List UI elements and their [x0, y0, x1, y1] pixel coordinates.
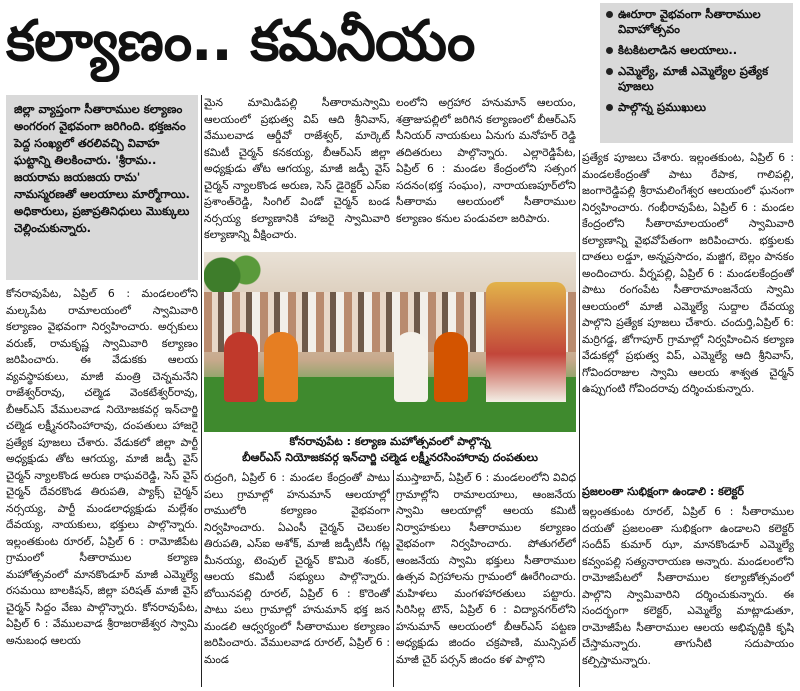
caption-location: కోనరావుపేట : — [289, 435, 351, 448]
article-column-2-bottom: రుద్రంగి, ఏప్రిల్ 6 : మండల కేంద్రంతో పాటు పలు గ్రామాల్లో హనుమాన్ ఆలయాల్లో రాములోరి కల్యాణం వైభవంగా నిర్వహించారు. ఏఎంసీ చైర్మన్ చెలుకల తిరుపతి, ఎస్‌ఐ అశోక్, మాజీ జడ్పీటీసీ గట్ల మీనయ్య, టెంపుల్ చైర్మన్ కొమిరె శంకర్, ఆలయ కమిటీ సభ్యులు పాల్గొన్నారు. బోయినపల్లి రూరల్, ఏప్రిల్ 6 : కొరెంతో పాటు పలు గ్రామాల్లో హనుమాన్ భక్త జన మండలి ఆధ్వర్యంలో సీతారాముల కల్యాణం జరిపించారు. వేములవాడ రూరల్, ఏప్రిల్ 6 : మండ — [204, 471, 390, 666]
highlight-item: పాల్గొన్న ప్రముఖులు — [606, 100, 787, 115]
article-column-3-top: లంలోని అగ్రహార హనుమాన్ ఆలయం, శత్రాజుపల్లిలో జరిగిన కల్యాణంలో బీఆర్‌ఎస్ సీనియర్ నాయకులు ఏనుగు మనోహర్ రెడ్డి తదితరులు పాల్గొన్నారు. ఎల్లారెడ్డిపేట, ఏప్రిల్ 6 : మండల కేంద్రంలోని సత్సంగ సదనం(భక్త సంఘం), నారాయణపూర్‌లోని సీతారామ ఆలయంలో సీతారాముల కల్యాణం కనుల పండువలా జరిపారు. — [396, 96, 576, 225]
column-divider — [393, 470, 394, 687]
article-column-3-bottom: ముస్తాబాద్, ఏప్రిల్ 6 : మండలంలోని వివిధ గ్రామాల్లోని రామాలయాలు, ఆంజనేయ స్వామి ఆలయాల్లో ఆలయ కమిటీ నిర్వాహకులు సీతారాముల కల్యాణం వైభవంగా నిర్వహించారు. పోతుగల్‌లో ఆంజనేయ స్వామి భక్తులు సీతారాముల ఉత్సవ విగ్రహాలను గ్రామంలో ఊరేగించారు. మహిళలు మంగళహారతులు పట్టారు. సిరిసిల్ల టౌన్, ఏప్రిల్ 6 : విద్యానగర్‌లోని హనుమాన్ ఆలయంలో బీఆర్‌ఎస్ పట్టణ అధ్యక్షుడు జిందం చక్రపాణి, మున్సిపల్ మాజీ చైర్ పర్సన్ జిందం కళ పాల్గొని — [396, 471, 576, 666]
photo-caption — [204, 434, 576, 468]
caption-line-2: బీఆర్‌ఎస్ నియోజకవర్గ ఇన్‌చార్జి చల్మెడ లక్ష్మీనరసింహారావు దంపతులు — [242, 451, 538, 464]
collector-subheading: ప్రజలంతా సుభిక్షంగా ఉండాలి : కలెక్టర్ — [582, 485, 744, 498]
article-column-2-top: మైన మామిడిపల్లి సీతారామస్వామి ఆలయంలో ప్రభుత్వ విప్ ఆది శ్రీనివాస్, వేములవాడ ఆర్డీవో రాజేశ్వర్, మార్కెట్ కమిటీ చైర్మన్ కనకయ్య, బీఆర్‌ఎస్ జిల్లా అధ్యక్షుడు తోట ఆగయ్య, మాజీ జడ్పీ వైస్ చైర్మన్ న్యాలకొండ అరుణ, సెస్ డైరెక్టర్ ఎస్‌ఐ ప్రశాంత్‌రెడ్డి, సింగిల్ విండో చైర్మన్ బండ నర్సయ్య కల్యాణానికి హాజరై స్వామివారి కల్యాణాన్ని వీక్షించారు. — [204, 96, 390, 241]
highlight-item: ఊరూరా వైభవంగా సీతారాముల వివాహోత్సవం — [606, 7, 787, 37]
highlights-box — [600, 3, 793, 143]
highlight-item: ఎమ్మెల్యే, మాజీ ఎమ్మెల్యేల ప్రత్యేక పూజలు — [606, 64, 787, 94]
headline: కల్యాణం.. కమనీయం — [6, 9, 475, 74]
article-column-1: కోనరావుపేట, ఏప్రిల్ 6 : మండలంలోని మల్కపేట రామాలయంలో స్వామివారి కల్యాణం వైభవంగా నిర్వహించారు. అర్చకులు వరుణ్, రామకృష్ణ స్వామివారి కల్యాణం జరిపించారు. ఈ వేడుకకు ఆలయ వ్యవస్థాపకులు, మాజీ మంత్రి చెన్నమనేని రాజేశ్వర్‌రావు, చల్మెడ వెంకటేశ్వర్‌రావు, బీఆర్‌ఎస్ వేములవాడ నియోజకవర్గ ఇన్‌చార్జి చల్మెడ లక్ష్మీనరసింహారావు, దంపతులు హాజరై ప్రత్యేక పూజలు చేశారు. వేడుకలో జిల్లా పార్టీ అధ్యక్షుడు తోట ఆగయ్య, మాజీ జడ్పీ వైస్ చైర్మన్ న్యాలకొండ అరుణ రాఘవరెడ్డి, సెస్ వైస్ చైర్మన్ దేవరకొండ తిరుపతి, ప్యాక్స్ చైర్మన్ నర్సయ్య, పార్టీ మండలాధ్యక్షుడు మల్లేశం దేవయ్య, నాయకులు, భక్తులు పాల్గొన్నారు. ఇల్లంతకుంట రూరల్, ఏప్రిల్ 6 : రామోజీపేట గ్రామంలో సీతారాముల కల్యాణ మహోత్సవంలో మానకొండూర్ మాజీ ఎమ్మెల్యే రసమయి బాలకిషన్, జిల్లా పరిషత్ మాజీ వైస్ చైర్మన్ సిద్దం వేణు పాల్గొన్నారు. కోనరావుపేట, ఏప్రిల్ 6 : వేములవాడ శ్రీరాజరాజేశ్వర స్వామి అనుబంధ ఆలయ — [6, 287, 198, 647]
column-divider — [579, 150, 580, 687]
column-divider — [201, 95, 202, 687]
wedding-ceremony-photo — [204, 252, 576, 432]
article-column-4-end: ఇల్లంతకుంట రూరల్, ఏప్రిల్ 6 : సీతారాముల దయతో ప్రజలంతా సుభిక్షంగా ఉండాలని కలెక్టర్ సందీప్ కుమార్ ఝా, మానకొండూర్ ఎమ్మెల్యే కవ్వంపల్లి సత్యనారాయణ అన్నారు. మండలంలోని రామోజిపేటలో సీతారాముల కల్యాణోత్సవంలో పాల్గొని స్వామివారిని దర్శించుకున్నారు. ఈ సందర్భంగా కలెక్టర్, ఎమ్మెల్యే మాట్లాడుతూ, రామోజీపేట సీతారాముల ఆలయ అభివృద్ధికి కృషి చేస్తామన్నారు. తాగునీటి సదుపాయం కల్పిస్తామన్నారు. — [582, 505, 794, 667]
article-column-4: ప్రత్యేక పూజలు చేశారు. ఇల్లంతకుంట, ఏప్రిల్ 6 : మండలకేంద్రంతో పాటు రేపాక, గాలిపల్లి, జంగారెడ్డిపల్లి శ్రీరామలింగేశ్వర ఆలయంలో ఘనంగా నిర్వహించారు. గంభీరావుపేట, ఏప్రిల్ 6 : మండల కేంద్రంలోని సీతారామాలయంలో స్వామివారి కల్యాణాన్ని వైభవోపేతంగా జరిపించారు. భక్తులకు దాతలు లడ్డూ, అన్నప్రసాదం, మజ్జిగ, బెల్లం పానకం అందించారు. వీర్నపల్లి, ఏప్రిల్ 6 : మండలకేంద్రంతో పాటు రంగంపేట సీతారామాంజనేయ స్వామి ఆలయంలో మాజీ ఎమ్మెల్యే సుద్దాల దేవయ్య పాల్గొని ప్రత్యేక పూజలు చేశారు. చందుర్తి,ఏప్రిల్ 6: మర్రిగడ్డ, జోగాపూర్ గ్రామాల్లో నిర్వహించిన కల్యాణ వేడుకల్లో ప్రభుత్వ విప్, ఎమ్మెల్యే ఆది శ్రీనివాస్, గోవిందరాజుల స్వామి ఆలయ శాశ్వత చైర్మన్ ఉప్పుగంటి గోవిందరావు దర్శించుకున్నారు. — [582, 151, 794, 395]
highlight-item: కిటకిటలాడిన ఆలయాలు.. — [606, 43, 787, 58]
summary-box: జిల్లా వ్యాప్తంగా సీతారాముల కల్యాణం అంగరంగ వైభవంగా జరిగింది. భక్తజనం పెద్ద సంఖ్యలో తరలివచ్చి వివాహ ఘట్టాన్ని తిలకించారు. 'శ్రీరామ.. జయరామ జయజయ రామ' నామస్మరణతో ఆలయాలు మార్మోగాయి. అధికారులు, ప్రజాప్రతినిధులు మొక్కులు చెల్లించుకున్నారు. — [6, 95, 198, 280]
caption-line-1: కల్యాణ మహోత్సవంలో పాల్గొన్న — [354, 435, 491, 448]
